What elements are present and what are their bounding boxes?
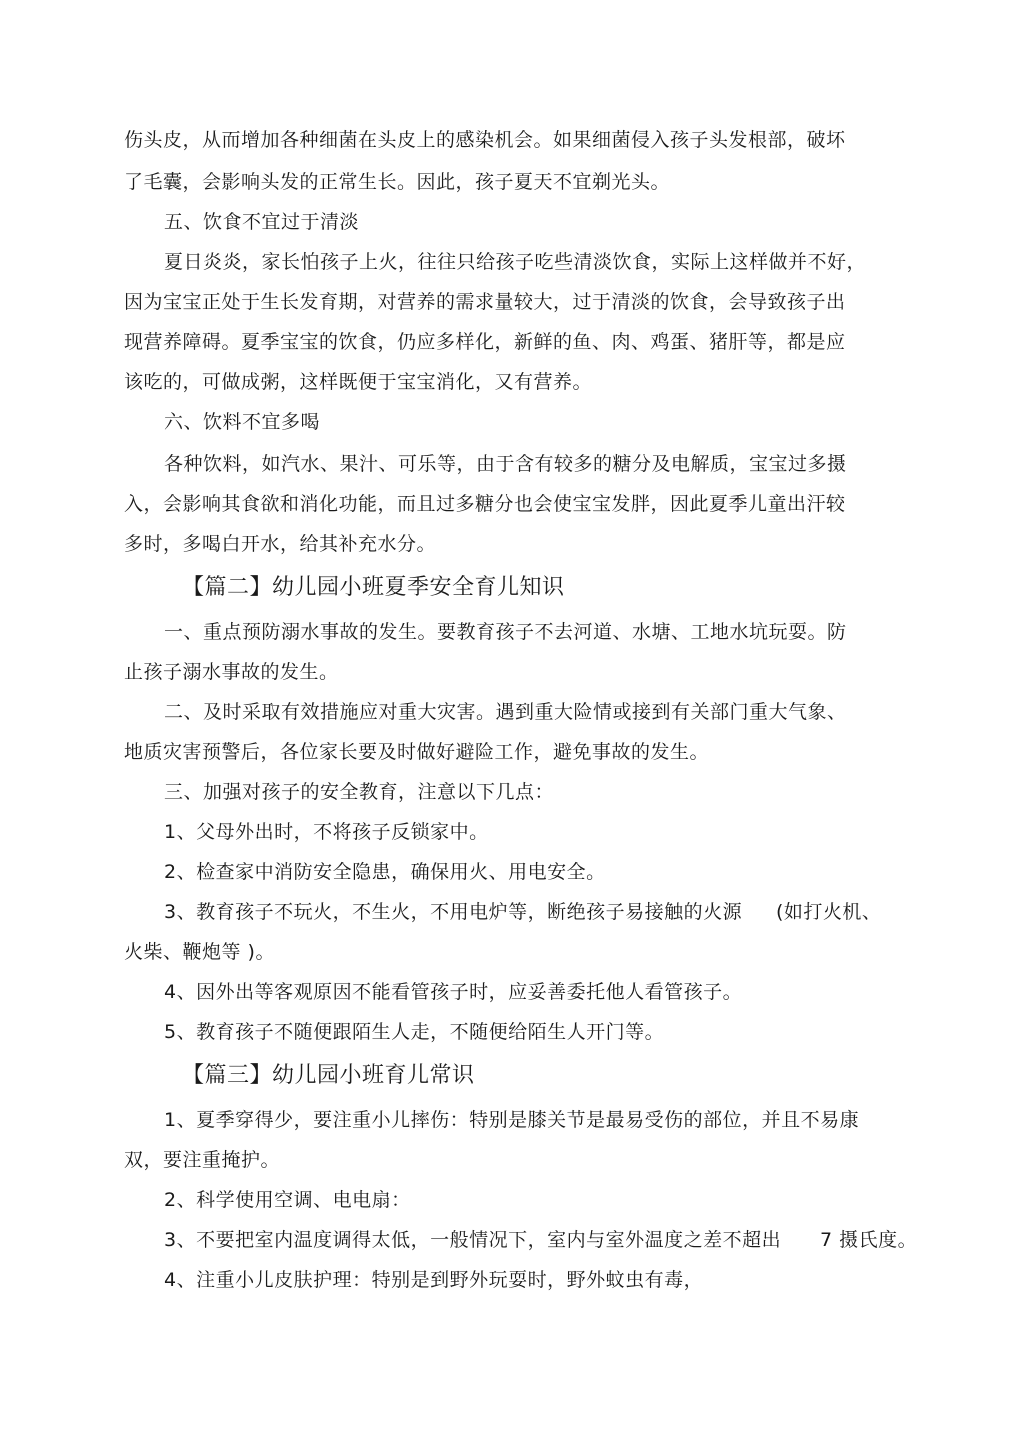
- list-item: 3、教育孩子不玩火，不生火，不用电炉等，断绝孩子易接触的火源: [164, 901, 743, 923]
- list-item: 2、检查家中消防安全隐患，确保用火、用电安全。: [164, 861, 606, 883]
- text-line: 三、加强对孩子的安全教育，注意以下几点：: [164, 781, 555, 803]
- text-line: 地质灾害预警后，各位家长要及时做好避险工作，避免事故的发生。: [124, 741, 710, 763]
- text-line: 现营养障碍。夏季宝宝的饮食，仍应多样化，新鲜的鱼、肉、鸡蛋、猪肝等，都是应: [124, 331, 846, 353]
- list-item: 3、不要把室内温度调得太低，一般情况下，室内与室外温度之差不超出: [164, 1229, 782, 1251]
- text-line: 多时，多喝白开水，给其补充水分。: [124, 533, 437, 555]
- list-item: 2、科学使用空调、电电扇：: [164, 1189, 411, 1211]
- text-line: 入，会影响其食欲和消化功能，而且过多糖分也会使宝宝发胖，因此夏季儿童出汗较: [124, 493, 846, 515]
- text-line: 二、及时采取有效措施应对重大灾害。遇到重大险情或接到有关部门重大气象、: [164, 701, 847, 723]
- list-item-continuation: (如打火机、: [776, 901, 882, 923]
- list-item: 1、夏季穿得少，要注重小儿摔伤：特别是膝关节是最易受伤的部位，并且不易康: [164, 1109, 860, 1131]
- text-line: 一、重点预防溺水事故的发生。要教育孩子不去河道、水塘、工地水坑玩耍。防: [164, 621, 847, 643]
- section-heading: 六、饮料不宜多喝: [164, 411, 321, 433]
- chapter-title: 【篇二】幼儿园小班夏季安全育儿知识: [182, 575, 565, 600]
- text-line: 该吃的，可做成粥，这样既便于宝宝消化，又有营养。: [124, 371, 593, 393]
- chapter-title: 【篇三】幼儿园小班育儿常识: [182, 1063, 475, 1088]
- text-line: 了毛囊，会影响头发的正常生长。因此，孩子夏天不宜剃光头。: [124, 171, 671, 193]
- section-heading: 五、饮食不宜过于清淡: [164, 211, 360, 233]
- text-line: 火柴、鞭炮等 )。: [124, 941, 275, 963]
- text-line: 双，要注重掩护。: [124, 1149, 281, 1171]
- text-line: 各种饮料，如汽水、果汁、可乐等，由于含有较多的糖分及电解质，宝宝过多摄: [164, 453, 847, 475]
- list-item: 4、因外出等客观原因不能看管孩子时，应妥善委托他人看管孩子。: [164, 981, 743, 1003]
- list-item: 5、教育孩子不随便跟陌生人走，不随便给陌生人开门等。: [164, 1021, 665, 1043]
- list-item-continuation: 7 摄氏度。: [820, 1229, 918, 1251]
- list-item: 1、父母外出时，不将孩子反锁家中。: [164, 821, 489, 843]
- text-line: 止孩子溺水事故的发生。: [124, 661, 339, 683]
- text-line: 因为宝宝正处于生长发育期，对营养的需求量较大，过于清淡的饮食，会导致孩子出: [124, 291, 846, 313]
- text-line: 夏日炎炎，家长怕孩子上火，往往只给孩子吃些清淡饮食，实际上这样做并不好，: [164, 251, 867, 273]
- text-line: 伤头皮，从而增加各种细菌在头皮上的感染机会。如果细菌侵入孩子头发根部，破坏: [124, 129, 846, 151]
- list-item: 4、注重小儿皮肤护理：特别是到野外玩耍时，野外蚊虫有毒，: [164, 1269, 704, 1291]
